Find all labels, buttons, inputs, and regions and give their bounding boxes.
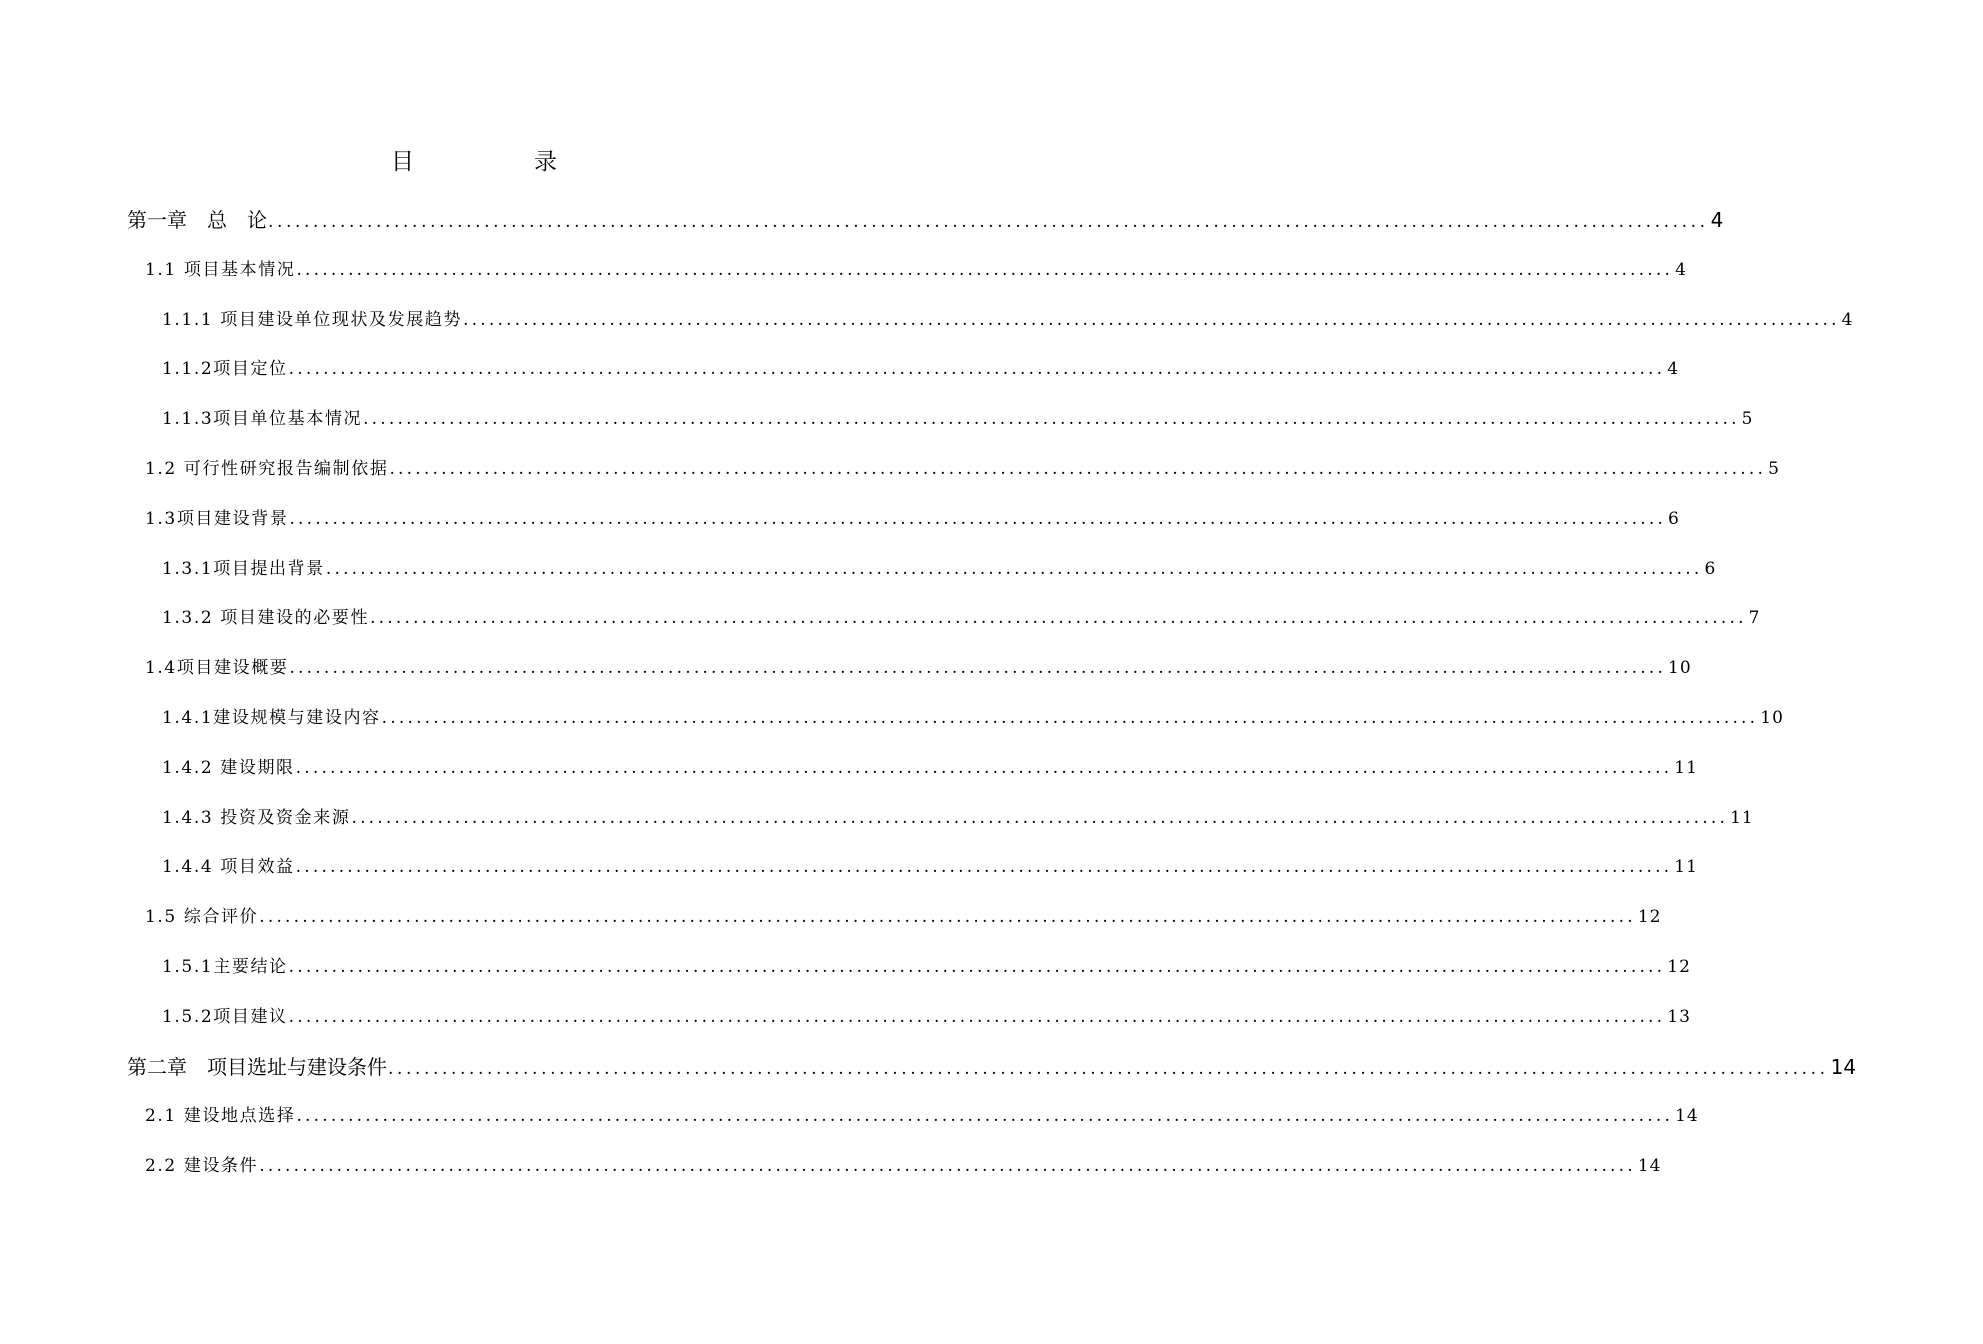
toc-dot-leader: ................................................................................................................................................................	[296, 1106, 1674, 1127]
toc-section-row[interactable]	[0, 552, 1717, 586]
toc-dot-leader: ................................................................................................................................................................	[370, 608, 1747, 629]
toc-page-number: 10	[1760, 708, 1784, 728]
toc-dot-leader: ................................................................................................................................................................	[389, 459, 1767, 479]
toc-dot-leader: ................................................................................................................................................................	[295, 757, 1673, 778]
toc-section-row[interactable]	[0, 452, 1780, 486]
toc-page-number: 7	[1748, 608, 1761, 629]
toc-title-char-2: 录	[534, 149, 557, 175]
toc-dot-leader: ................................................................................................................................................................	[388, 1058, 1829, 1079]
toc-page-number: 6	[1668, 508, 1680, 529]
toc-chapter-row[interactable]	[0, 203, 1724, 237]
toc-dot-leader: ................................................................................................................................................................	[295, 857, 1673, 878]
toc-dot-leader: ................................................................................................................................................................	[296, 259, 1674, 280]
toc-page-number: 11	[1730, 807, 1754, 828]
toc-dot-leader: ................................................................................................................................................................	[288, 957, 1666, 977]
toc-page-number: 14	[1637, 1156, 1662, 1177]
toc-page-number: 10	[1668, 658, 1692, 679]
toc-dot-leader: ................................................................................................................................................................	[288, 359, 1666, 380]
toc-title-char-1: 目	[391, 149, 414, 175]
toc-chapter-row[interactable]	[0, 1050, 1857, 1084]
toc-page-number: 11	[1674, 757, 1698, 778]
toc-page-number: 13	[1667, 1006, 1691, 1027]
toc-page-number: 4	[1841, 309, 1854, 330]
toc-entry-label: 1.1 项目基本情况	[145, 259, 296, 280]
toc-section-row[interactable]	[0, 402, 1754, 436]
toc-dot-leader: ................................................................................................................................................................	[363, 409, 1740, 430]
toc-entry-label: 1.5.2项目建议	[162, 1006, 288, 1027]
toc-dot-leader: ................................................................................................................................................................	[259, 907, 1636, 928]
toc-dot-leader: ................................................................................................................................................................	[351, 807, 1729, 828]
toc-page-number: 14	[1830, 1054, 1857, 1079]
toc-entry-label: 1.2 可行性研究报告编制依据	[145, 459, 389, 479]
toc-section-row[interactable]	[0, 502, 1680, 536]
toc-entry-label: 1.3项目建设背景	[145, 508, 289, 529]
toc-dot-leader: ................................................................................................................................................................	[259, 1156, 1636, 1177]
toc-section-row[interactable]	[0, 900, 1662, 934]
toc-dot-leader: ................................................................................................................................................................	[268, 212, 1709, 232]
toc-dot-leader: ................................................................................................................................................................	[325, 558, 1703, 579]
toc-page-number: 6	[1704, 558, 1717, 579]
toc-section-row[interactable]	[0, 850, 1698, 884]
toc-section-row[interactable]	[0, 950, 1691, 984]
toc-section-row[interactable]	[0, 751, 1698, 785]
toc-dot-leader: ................................................................................................................................................................	[381, 708, 1759, 728]
toc-section-row[interactable]	[0, 701, 1784, 735]
toc-entry-label: 1.4.3 投资及资金来源	[162, 807, 351, 828]
toc-page-number: 5	[1741, 409, 1754, 430]
toc-entry-label: 1.4项目建设概要	[145, 658, 289, 679]
toc-entry-label: 1.4.2 建设期限	[162, 757, 295, 778]
toc-section-row[interactable]	[0, 352, 1680, 386]
toc-dot-leader: ................................................................................................................................................................	[289, 658, 1667, 679]
toc-page-number: 4	[1667, 359, 1680, 380]
toc-entry-label: 第二章 项目选址与建设条件	[127, 1054, 387, 1079]
toc-page-number: 4	[1710, 208, 1724, 232]
toc-dot-leader: ................................................................................................................................................................	[289, 508, 1667, 529]
toc-section-row[interactable]	[0, 801, 1754, 835]
toc-page-number: 11	[1674, 857, 1698, 878]
toc-entry-label: 1.5.1主要结论	[162, 957, 288, 977]
toc-entry-label: 第一章 总 论	[127, 208, 267, 232]
toc-page-number: 12	[1667, 957, 1691, 977]
toc-section-row[interactable]	[0, 303, 1854, 337]
toc-section-row[interactable]	[0, 601, 1761, 635]
toc-entry-label: 1.1.1 项目建设单位现状及发展趋势	[162, 309, 463, 330]
toc-page-number: 5	[1768, 459, 1780, 479]
toc-section-row[interactable]	[0, 1000, 1691, 1034]
toc-section-row[interactable]	[0, 1149, 1662, 1183]
toc-entry-label: 2.2 建设条件	[145, 1156, 259, 1177]
toc-entry-label: 1.4.4 项目效益	[162, 857, 295, 878]
toc-dot-leader: ................................................................................................................................................................	[463, 309, 1840, 330]
toc-page-number: 4	[1675, 259, 1687, 280]
toc-entry-label: 2.1 建设地点选择	[145, 1106, 296, 1127]
toc-entry-label: 1.4.1建设规模与建设内容	[162, 708, 381, 728]
toc-entry-label: 1.3.1项目提出背景	[162, 558, 325, 579]
toc-section-row[interactable]	[0, 1099, 1699, 1133]
toc-entry-label: 1.1.3项目单位基本情况	[162, 409, 363, 430]
toc-entry-label: 1.1.2项目定位	[162, 359, 288, 380]
toc-entry-label: 1.5 综合评价	[145, 907, 259, 928]
toc-page-number: 12	[1637, 907, 1662, 928]
toc-page-number: 14	[1675, 1106, 1699, 1127]
toc-section-row[interactable]	[0, 651, 1692, 685]
toc-entry-label: 1.3.2 项目建设的必要性	[162, 608, 370, 629]
toc-section-row[interactable]	[0, 253, 1687, 287]
toc-dot-leader: ................................................................................................................................................................	[288, 1006, 1666, 1027]
